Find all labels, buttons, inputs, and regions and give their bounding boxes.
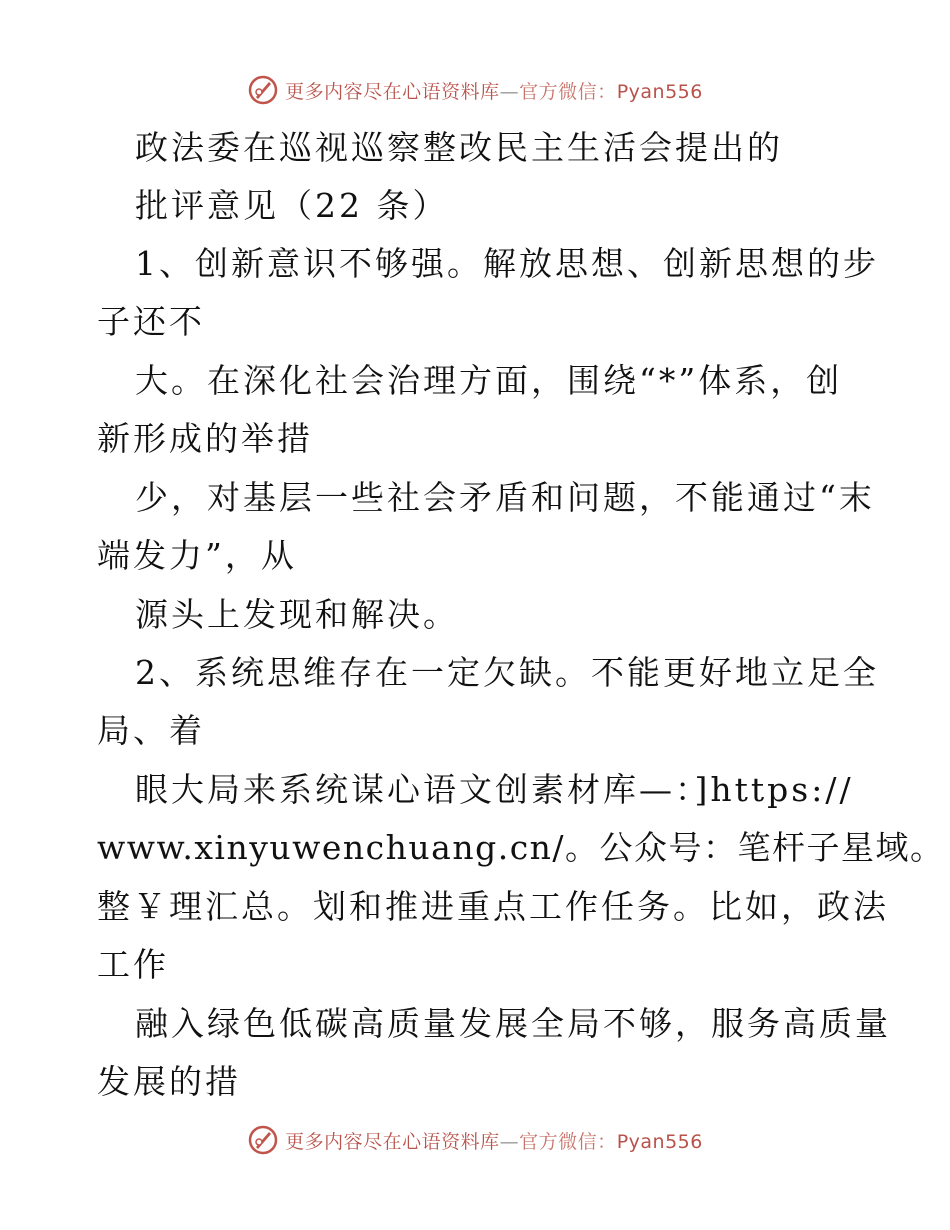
- doc-line: 整￥理汇总。划和推进重点工作任务。比如，政法: [97, 887, 889, 926]
- watermark-text: 更多内容尽在心语资料库—官方微信：Pyan556: [285, 1130, 703, 1153]
- doc-line: 源头上发现和解决。: [135, 595, 459, 634]
- doc-line: 1、创新意识不够强。解放思想、创新思想的步: [135, 244, 879, 283]
- doc-line: 大。在深化社会治理方面，围绕“*”体系，创: [135, 361, 843, 400]
- doc-line: 批评意见（22 条）: [135, 186, 449, 225]
- doc-line: 政法委在巡视巡察整改民主生活会提出的: [135, 128, 783, 167]
- bottom-watermark-banner: [0, 1120, 950, 1160]
- doc-line: 局、着: [97, 711, 205, 750]
- top-watermark-banner: [0, 70, 950, 110]
- doc-line: 工作: [97, 945, 169, 984]
- doc-line: 发展的措: [97, 1062, 241, 1101]
- doc-line: 融入绿色低碳高质量发展全局不够，服务高质量: [135, 1004, 891, 1043]
- quill-pen-logo-icon: [247, 1124, 279, 1156]
- doc-line: 眼大局来系统谋心语文创素材库—：]https://: [135, 770, 854, 809]
- doc-line: 新形成的举措: [97, 419, 313, 458]
- doc-line: 端发力”，从: [97, 536, 297, 575]
- doc-line: 2、系统思维存在一定欠缺。不能更好地立足全: [135, 653, 879, 692]
- doc-line: www.xinyuwenchuang.cn/。公众号：笔杆子星域。: [97, 828, 945, 867]
- doc-line: 子还不: [97, 302, 205, 341]
- watermark-text: 更多内容尽在心语资料库—官方微信：Pyan556: [285, 80, 703, 103]
- doc-line: 少，对基层一些社会矛盾和问题，不能通过“末: [135, 478, 875, 517]
- quill-pen-logo-icon: [247, 74, 279, 106]
